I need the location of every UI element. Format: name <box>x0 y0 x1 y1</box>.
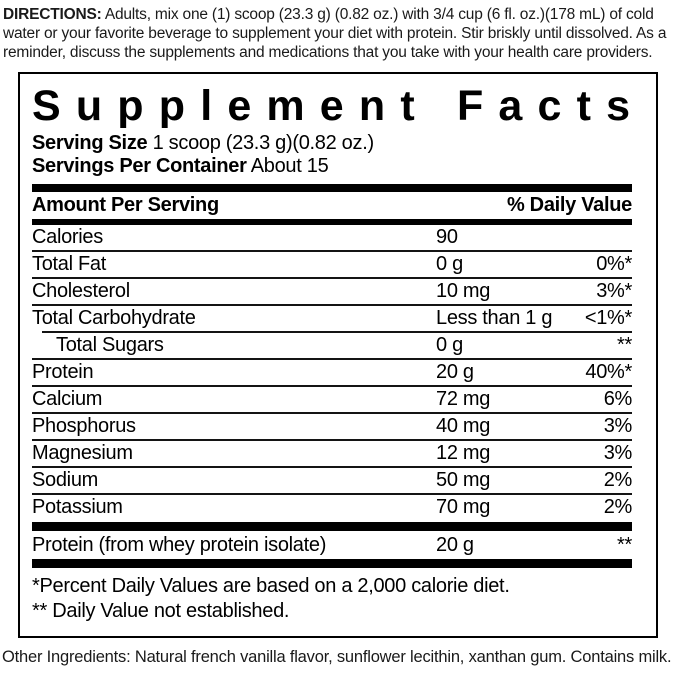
nutrient-name: Magnesium <box>32 442 133 464</box>
nutrient-amount: 50 mg <box>436 469 491 491</box>
table-header-row <box>32 192 632 219</box>
footnotes <box>32 574 632 624</box>
nutrient-name: Total Carbohydrate <box>32 307 196 329</box>
nutrient-amount: 20 g <box>436 534 474 556</box>
footnote-percent-daily-values: *Percent Daily Values are based on a 2,000 calorie diet. <box>32 575 510 597</box>
servings-per-container-label: Servings Per Container <box>32 155 247 177</box>
serving-size-line <box>32 132 632 155</box>
nutrient-name: Cholesterol <box>32 280 130 302</box>
serving-size-value: 1 scoop (23.3 g)(0.82 oz.) <box>147 132 374 154</box>
footnote-daily-value-not-established: ** Daily Value not established. <box>32 600 290 622</box>
nutrient-daily-value <box>458 225 632 250</box>
daily-value-header: % Daily Value <box>506 194 632 216</box>
nutrient-daily-value: 3% <box>603 415 632 437</box>
nutrient-name: Calcium <box>32 388 103 410</box>
nutrient-amount: 10 mg <box>436 280 491 302</box>
nutrient-name: Protein <box>32 361 94 383</box>
directions-label: DIRECTIONS: <box>3 6 102 23</box>
nutrient-daily-value: <1%* <box>584 307 632 329</box>
divider-thick-top <box>32 184 632 192</box>
nutrient-daily-value: ** <box>617 334 632 356</box>
servings-per-container-value: About 15 <box>246 155 329 177</box>
nutrient-row-sodium <box>32 468 632 493</box>
nutrient-name: Phosphorus <box>32 415 136 437</box>
nutrient-amount: 70 mg <box>436 496 491 518</box>
nutrient-row-phosphorus <box>32 414 632 439</box>
amount-per-serving-header: Amount Per Serving <box>32 194 219 216</box>
nutrient-row-total-sugars <box>32 333 632 358</box>
divider-thick-middle <box>32 522 632 531</box>
nutrient-row-calories <box>32 225 632 250</box>
nutrient-row-protein-isolate <box>32 531 632 559</box>
supplement-facts-panel <box>18 72 658 638</box>
nutrient-name: Potassium <box>32 496 123 518</box>
nutrient-daily-value: 6% <box>603 388 632 410</box>
serving-size-label: Serving Size <box>32 132 148 154</box>
directions-paragraph <box>0 0 679 62</box>
nutrient-row-protein <box>32 360 632 385</box>
nutrient-name: Protein (from whey protein isolate) <box>32 534 327 556</box>
nutrient-amount: 20 g <box>436 361 474 383</box>
nutrient-row-total-carbohydrate <box>32 306 632 331</box>
nutrient-daily-value: 0%* <box>596 253 632 275</box>
nutrient-amount: 12 mg <box>436 442 491 464</box>
other-ingredients-text: Other Ingredients: Natural french vanilla flavor, sunflower lecithin, xanthan gum. Contains milk. <box>2 648 672 666</box>
nutrient-name: Sodium <box>32 469 99 491</box>
nutrient-row-cholesterol <box>32 279 632 304</box>
nutrient-row-total-fat <box>32 252 632 277</box>
panel-title-graphic <box>32 82 632 128</box>
nutrient-amount: 0 g <box>436 253 463 275</box>
nutrient-daily-value: 2% <box>603 469 632 491</box>
nutrient-name: Calories <box>32 226 103 248</box>
nutrient-name: Total Sugars <box>56 334 164 356</box>
nutrient-row-potassium <box>32 495 632 520</box>
nutrient-amount: 40 mg <box>436 415 491 437</box>
nutrient-amount: 90 <box>436 226 458 248</box>
nutrient-name: Total Fat <box>32 253 106 275</box>
nutrient-daily-value: 2% <box>603 496 632 518</box>
nutrient-daily-value: 3% <box>603 442 632 464</box>
nutrient-amount: 0 g <box>436 334 463 356</box>
nutrient-daily-value: 40%* <box>585 361 632 383</box>
nutrient-row-calcium <box>32 387 632 412</box>
nutrient-row-magnesium <box>32 441 632 466</box>
nutrient-amount: 72 mg <box>436 388 491 410</box>
servings-per-container-line <box>32 155 632 178</box>
panel-title: Supplement Facts <box>32 82 630 128</box>
directions-text: Adults, mix one (1) scoop (23.3 g) (0.82 oz.) with 3/4 cup (6 fl. oz.)(178 mL) of cold water or your favorite beverage to supplement your diet with protein. Stir briskly until dissolved. As a reminder, discuss the supplements and medications that you take with your health care providers. <box>3 6 667 61</box>
divider-thick-bottom <box>32 559 632 568</box>
nutrient-daily-value: ** <box>617 534 632 556</box>
nutrient-daily-value: 3%* <box>596 280 632 302</box>
nutrient-amount: Less than 1 g <box>436 307 553 329</box>
